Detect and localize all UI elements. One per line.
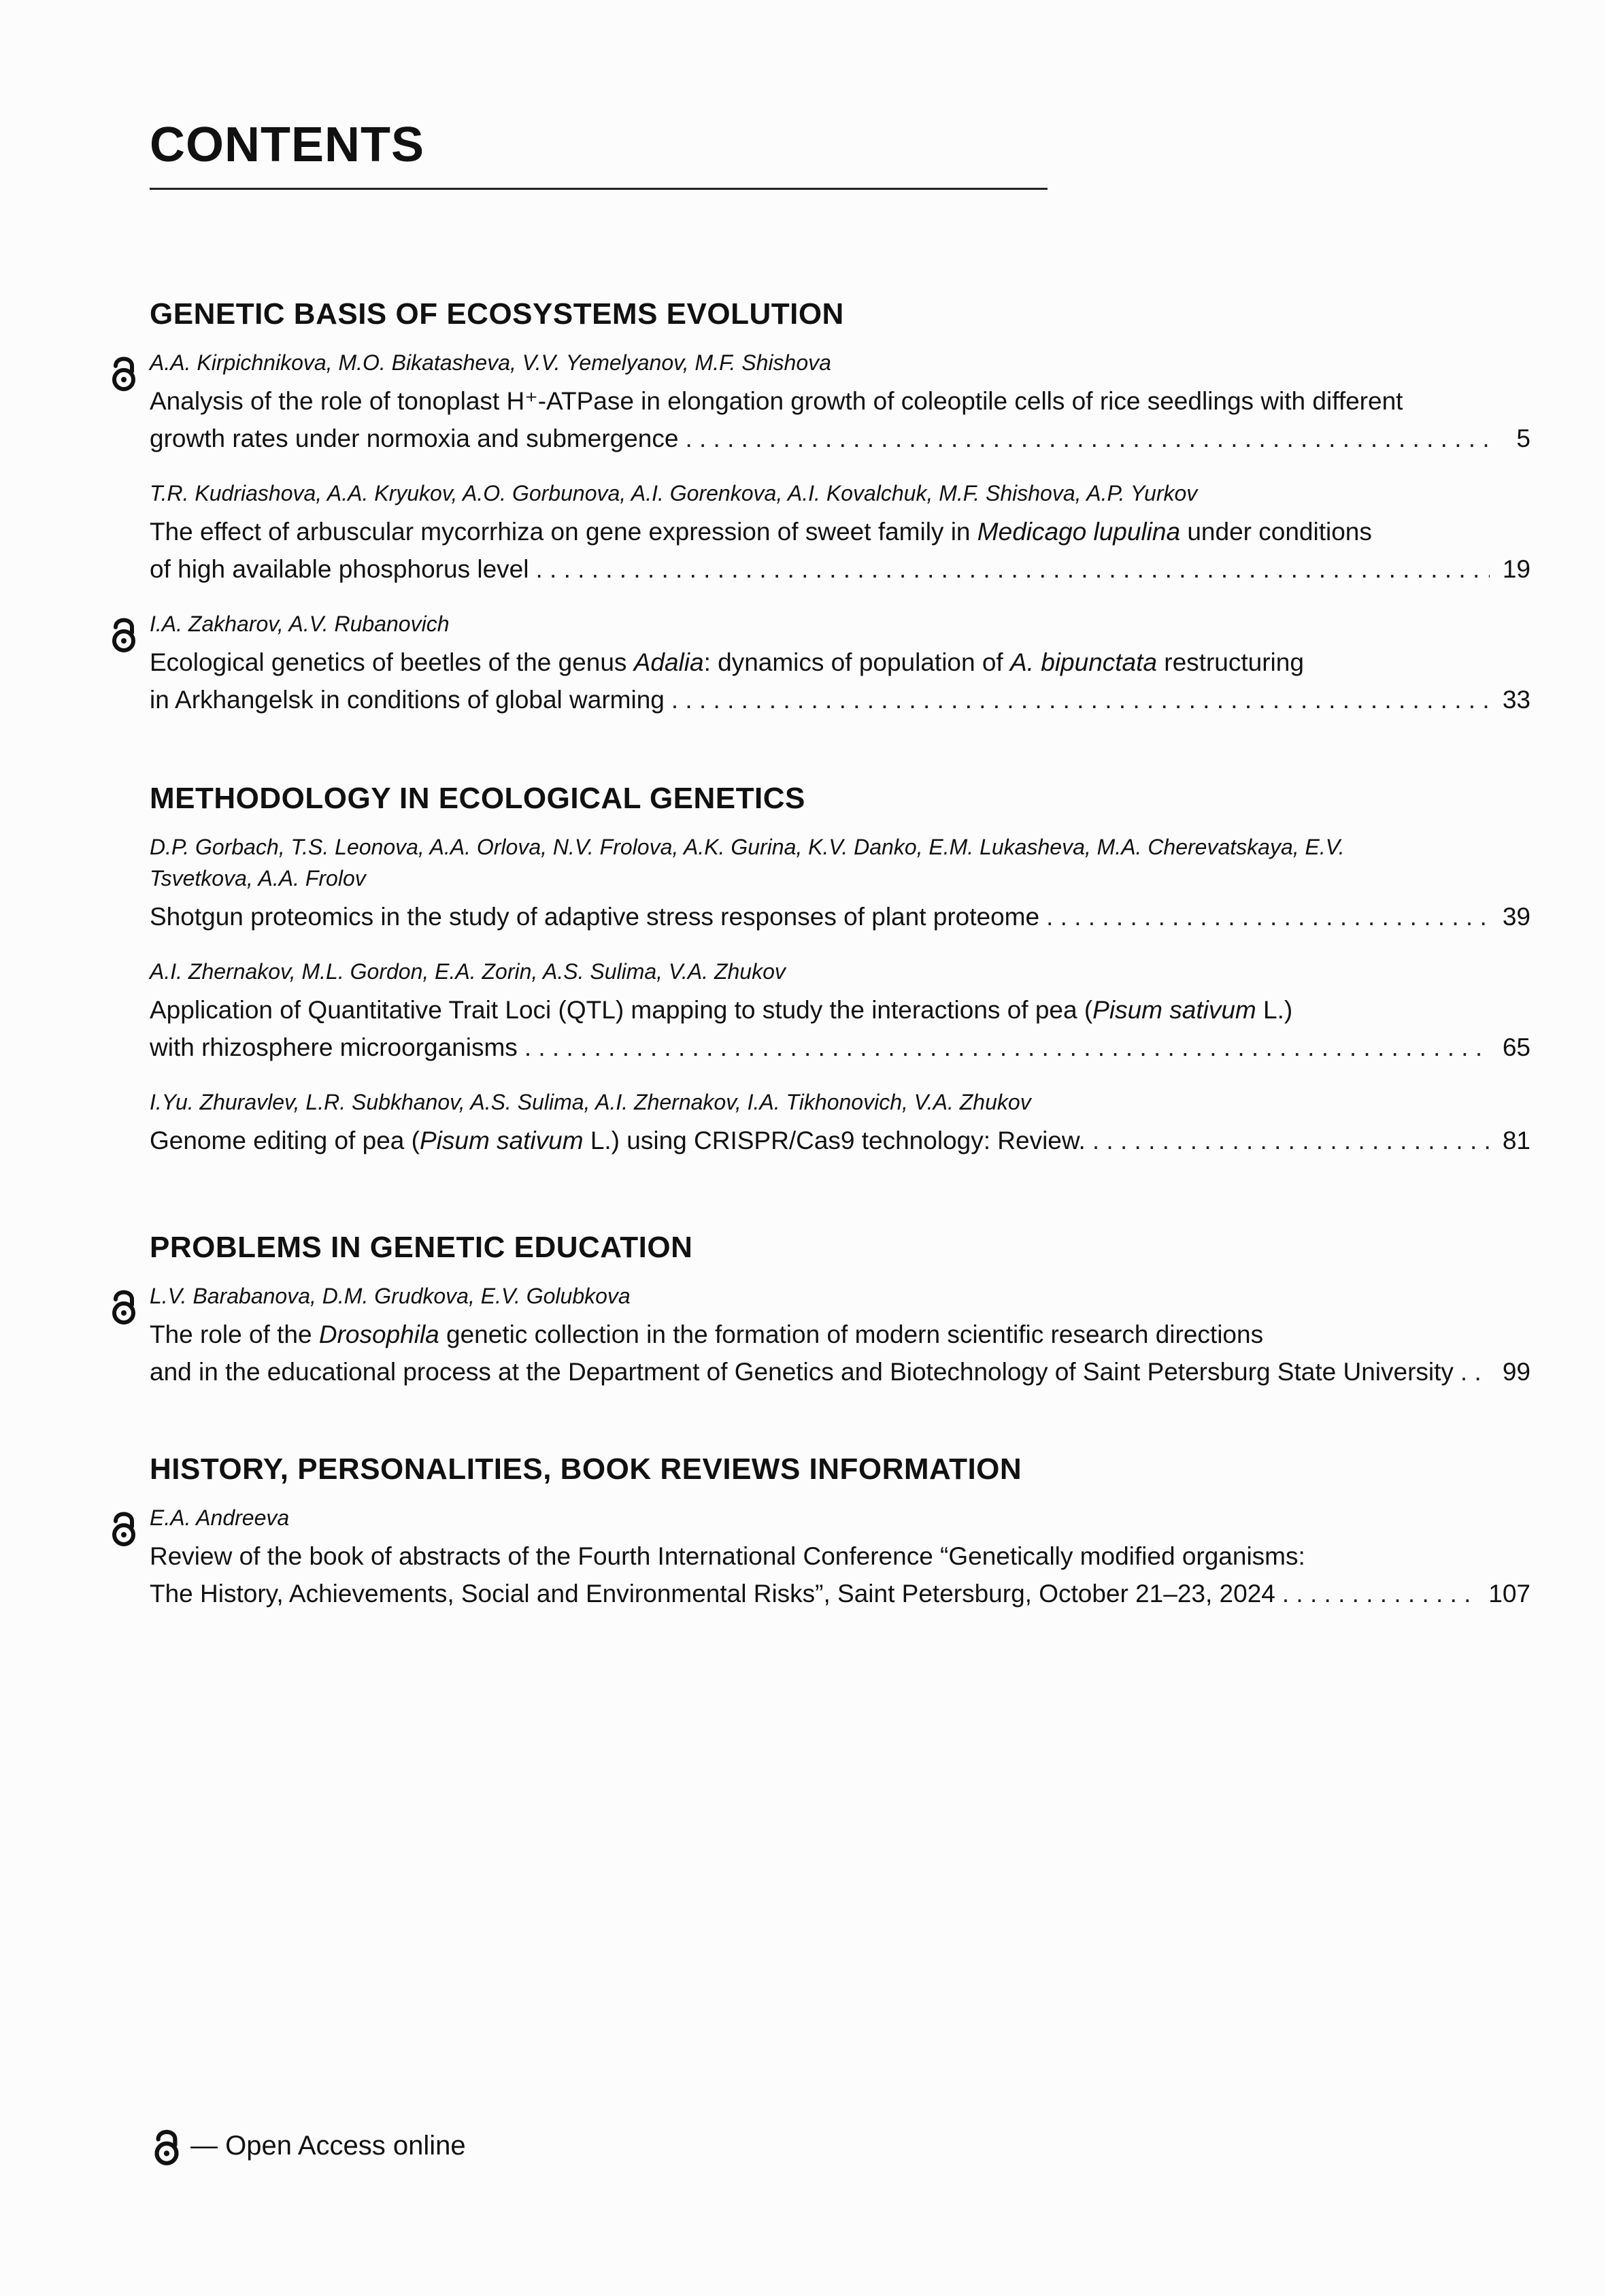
- entry-title-tail: and in the educational process at the Department of Genetics and Biotechnology of Saint Petersburg State University: [150, 1358, 1454, 1386]
- entry-title-tail: in Arkhangelsk in conditions of global warming: [150, 686, 665, 714]
- entry-authors: E.A. Andreeva: [150, 1505, 290, 1530]
- entry-authors: T.R. Kudriashova, A.A. Kryukov, A.O. Gorbunova, A.I. Gorenkova, A.I. Kovalchuk, M.F. Shishova, A.P. Yurkov: [150, 481, 1198, 505]
- page-number: 65: [1502, 1033, 1530, 1061]
- entry-title: Application of Quantitative Trait Loci (QTL) mapping to study the interactions of pea (Pisum sativum L.): [150, 996, 1293, 1024]
- page-number: 81: [1502, 1127, 1530, 1154]
- title-rule: [150, 188, 1048, 190]
- toc-entry[interactable]: [150, 478, 1530, 588]
- open-access-icon: [107, 1506, 140, 1548]
- section-genetic-education: [150, 1230, 1530, 1411]
- page-number: 107: [1488, 1580, 1530, 1608]
- dot-leader: [1092, 1122, 1490, 1159]
- section-methodology: [150, 781, 1530, 1180]
- toc-entry[interactable]: [150, 1502, 1530, 1612]
- entry-title-tail: Shotgun proteomics in the study of adaptive stress responses of plant proteome: [150, 903, 1040, 931]
- toc-entry[interactable]: [150, 347, 1530, 457]
- section-heading: GENETIC BASIS OF ECOSYSTEMS EVOLUTION: [150, 297, 844, 331]
- page-number: 33: [1502, 686, 1530, 714]
- toc-entry[interactable]: [150, 831, 1530, 935]
- section-history: [150, 1452, 1530, 1633]
- section-genetic-basis: [150, 297, 1530, 739]
- section-heading: PROBLEMS IN GENETIC EDUCATION: [150, 1231, 693, 1264]
- entry-authors: A.A. Kirpichnikova, M.O. Bikatasheva, V.V. Yemelyanov, M.F. Shishova: [150, 350, 831, 375]
- open-access-icon: [107, 1284, 140, 1327]
- section-heading: METHODOLOGY IN ECOLOGICAL GENETICS: [150, 782, 805, 815]
- entry-title-tail: Genome editing of pea (Pisum sativum L.) using CRISPR/Cas9 technology: Review.: [150, 1127, 1086, 1154]
- page-number: 5: [1516, 425, 1530, 452]
- dot-leader: [535, 550, 1490, 588]
- entry-title: The role of the Drosophila genetic collection in the formation of modern scientific research directions: [150, 1320, 1264, 1348]
- page-number: 39: [1502, 903, 1530, 931]
- entry-title-tail: growth rates under normoxia and submergence: [150, 425, 679, 452]
- entry-authors: A.I. Zhernakov, M.L. Gordon, E.A. Zorin, A.S. Sulima, V.A. Zhukov: [150, 959, 786, 984]
- dot-leader: [671, 681, 1490, 718]
- open-access-legend: [150, 2124, 466, 2167]
- page-number: 99: [1502, 1358, 1530, 1386]
- entry-authors: I.Yu. Zhuravlev, L.R. Subkhanov, A.S. Sulima, A.I. Zhernakov, I.A. Tikhonovich, V.A. Zhukov: [150, 1090, 1031, 1114]
- open-access-icon: [150, 2124, 184, 2167]
- entry-title: The effect of arbuscular mycorrhiza on gene expression of sweet family in Medicago lupulina under conditions: [150, 518, 1372, 546]
- section-heading: HISTORY, PERSONALITIES, BOOK REVIEWS INFORMATION: [150, 1452, 1022, 1486]
- entry-title: Review of the book of abstracts of the Fourth International Conference “Genetically modified organisms:: [150, 1542, 1305, 1570]
- entry-title-tail: The History, Achievements, Social and Environmental Risks”, Saint Petersburg, October 21–23, 2024: [150, 1580, 1275, 1608]
- dot-leader: [1282, 1575, 1479, 1612]
- legend-text: — Open Access online: [190, 2130, 466, 2161]
- toc-entry[interactable]: [150, 956, 1530, 1066]
- entry-title-tail: of high available phosphorus level: [150, 555, 529, 583]
- dot-leader: [1046, 898, 1490, 935]
- dot-leader: [685, 420, 1490, 457]
- entry-authors: L.V. Barabanova, D.M. Grudkova, E.V. Golubkova: [150, 1284, 631, 1308]
- page-number: 19: [1502, 555, 1530, 583]
- entry-title: Analysis of the role of tonoplast H⁺-ATPase in elongation growth of coleoptile cells of rice seedlings with different: [150, 387, 1403, 415]
- open-access-icon: [107, 612, 140, 654]
- dot-leader: [1460, 1353, 1490, 1391]
- entry-title-tail: with rhizosphere microorganisms: [150, 1033, 518, 1061]
- toc-entry[interactable]: [150, 608, 1530, 718]
- dot-leader: [524, 1029, 1490, 1066]
- entry-authors: D.P. Gorbach, T.S. Leonova, A.A. Orlova, N.V. Frolova, A.K. Gurina, K.V. Danko, E.M. Lukasheva, M.A. Cherevatskaya, E.V. Tsvetkova, A.A. Frolov: [150, 835, 1345, 891]
- toc-entry[interactable]: [150, 1280, 1530, 1391]
- entry-authors: I.A. Zakharov, A.V. Rubanovich: [150, 612, 450, 636]
- page-title: CONTENTS: [150, 118, 424, 172]
- entry-title: Ecological genetics of beetles of the genus Adalia: dynamics of population of A. bipunctata restructuring: [150, 648, 1304, 676]
- toc-entry[interactable]: [150, 1086, 1530, 1159]
- open-access-icon: [107, 351, 140, 393]
